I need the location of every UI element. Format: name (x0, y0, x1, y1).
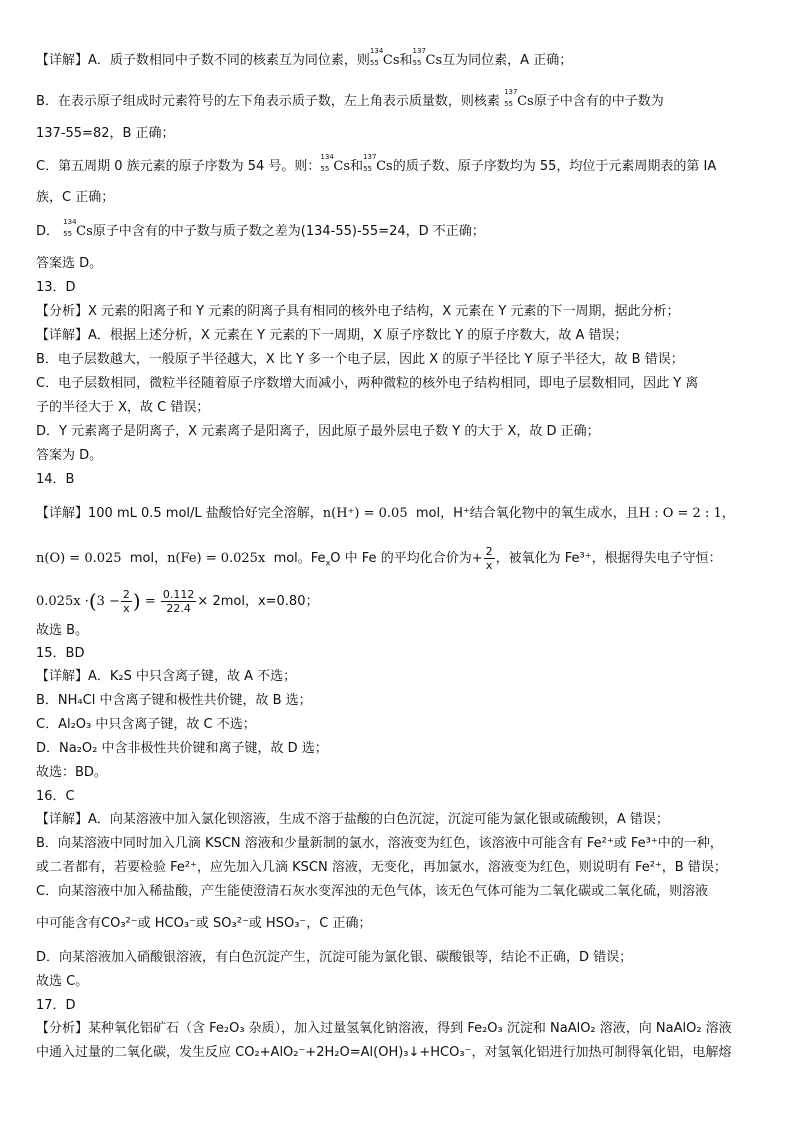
cs137-isotope: 137 55 (504, 88, 518, 108)
cs137-isotope: 137 55 (363, 153, 377, 173)
q16-d: D．向某溶液加入硝酸银溶液，有白色沉淀产生，沉淀可能为氯化银、碳酸银等，结论不正确，D 错误； (36, 950, 633, 965)
fraction-2-over-x: $\frac{2}{x}$ (122, 588, 130, 615)
fraction-2-over-x: $\frac{2}{x}$ (485, 545, 493, 572)
q17-number: 17．D (36, 998, 76, 1013)
q16-a: 【详解】A．向某溶液中加入氯化钡溶液，生成不溶于盐酸的白色沉淀，沉淀可能为氯化银或硫酸钡，A 错误； (36, 812, 669, 827)
q15-a: 【详解】A．K₂S 中只含离子键，故 A 不选； (36, 669, 297, 684)
q13-answer: 答案为 D。 (36, 448, 103, 463)
q16-b2: 或二者都有，若要检验 Fe²⁺，应先加入几滴 KSCN 溶液，无变化，再加氯水，溶液变为红色，则说明有 Fe²⁺，B 错误； (36, 860, 727, 875)
q12-a-line: 【详解】A．质子数相同中子数不同的核素互为同位素，则 134 55 Cs和 137 55 Cs互为同位素，A 正确； (36, 47, 573, 68)
q16-b1: B．向某溶液中同时加入几滴 KSCN 溶液和少量新制的氯水，溶液变为红色，该溶液中可能含有 Fe²⁺或 Fe³⁺中的一种， (36, 836, 723, 851)
q14-line1: 【详解】100 mL 0.5 mol/L 盐酸恰好完全溶解，n(H⁺) = 0.05 mol，H⁺结合氧化物中的氧生成水，且H : O = 2 : 1， (36, 506, 735, 521)
q12-c-line2: 族，C 正确； (36, 190, 115, 205)
q13-c1: C．电子层数相同，微粒半径随着原子序数增大而减小，两种微粒的核外电子结构相同，即电子层数相同，因此 Y 离 (36, 376, 699, 391)
q12-d-line: D． 134 55 Cs原子中含有的中子数与质子数之差为(134-55)-55=24，D 不正确； (36, 218, 485, 239)
q12-c-line1: C．第五周期 0 族元素的原子序数为 54 号。则： 134 55 Cs和 137 55 Cs的质子数、原子序数均为 55，均位于元素周期表的第 ⅠA (36, 153, 717, 174)
fraction-volume: $\frac{0.112}{22.4}$ (162, 588, 195, 615)
q12-answer: 答案选 D。 (36, 256, 103, 271)
q12-b-line1: B．在表示原子组成时元素符号的左下角表示质子数，左上角表示质量数，则核素 137 55 Cs原子中含有的中子数为 (36, 88, 664, 109)
q16-number: 16．C (36, 789, 75, 804)
q15-answer: 故选：BD。 (36, 765, 107, 780)
q13-analysis: 【分析】X 元素的阳离子和 Y 元素的阴离子具有相同的核外电子结构，X 元素在 Y 元素的下一周期，据此分析； (36, 304, 680, 319)
q13-d: D．Y 元素离子是阴离子，X 元素离子是阳离子，因此原子最外层电子数 Y 的大于 X，故 D 正确； (36, 424, 600, 439)
cs134-isotope: 134 55 (320, 153, 334, 173)
cs134-isotope: 134 55 (63, 218, 77, 238)
q17-line2: 中通入过量的二氧化碳，发生反应 CO₂+AlO₂⁻+2H₂O=Al(OH)₃↓+HCO₃⁻，对氢氧化铝进行加热可制得氧化铝，电解熔 (36, 1045, 732, 1060)
q15-b: B．NH₄Cl 中含离子键和极性共价键，故 B 选； (36, 693, 312, 708)
cs137-isotope: 137 55 (412, 47, 426, 67)
q16-c1: C．向某溶液中加入稀盐酸，产生能使澄清石灰水变浑浊的无色气体，该无色气体可能为二氧化碳或二氧化硫，则溶液 (36, 884, 709, 899)
q13-number: 13．D (36, 280, 76, 295)
q15-c: C．Al₂O₃ 中只含离子键，故 C 不选； (36, 717, 256, 732)
q14-line3: 0.025x ·(3 − $\frac{2}{x}$ ) = $\frac{0.112}{22.4}$ × 2mol，x=0.80； (36, 588, 319, 615)
q13-c2: 子的半径大于 X，故 C 错误； (36, 400, 210, 415)
q15-number: 15．BD (36, 646, 85, 661)
q14-line2: n(O) = 0.025 mol，n(Fe) = 0.025x mol。$Fe_xO$ 中 Fe 的平均化合价为+ $\frac{2}{x}$ ，被氧化为 Fe³⁺，根据得失电子守恒： (36, 545, 722, 572)
q16-c2: 中可能含有CO₃²⁻或 HCO₃⁻或 SO₃²⁻或 HSO₃⁻，C 正确； (36, 916, 372, 931)
q16-answer: 故选 C。 (36, 974, 89, 989)
cs134-isotope: 134 55 (369, 47, 384, 67)
q15-d: D．Na₂O₂ 中含非极性共价键和离子键，故 D 选； (36, 741, 328, 756)
q17-line1: 【分析】某种氧化铝矿石（含 Fe₂O₃ 杂质），加入过量氢氧化钠溶液，得到 Fe₂O₃ 沉淀和 NaAlO₂ 溶液，向 NaAlO₂ 溶液 (36, 1021, 732, 1036)
q14-number: 14．B (36, 472, 75, 487)
q14-answer: 故选 B。 (36, 623, 89, 638)
q12-b-line2: 137-55=82，B 正确； (36, 126, 175, 141)
q13-a: 【详解】A．根据上述分析，X 元素在 Y 元素的下一周期，X 原子序数比 Y 的原子序数大，故 A 错误； (36, 328, 628, 343)
q13-b: B．电子层数越大，一般原子半径越大，X 比 Y 多一个电子层，因此 X 的原子半径比 Y 原子半径大，故 B 错误； (36, 352, 684, 367)
